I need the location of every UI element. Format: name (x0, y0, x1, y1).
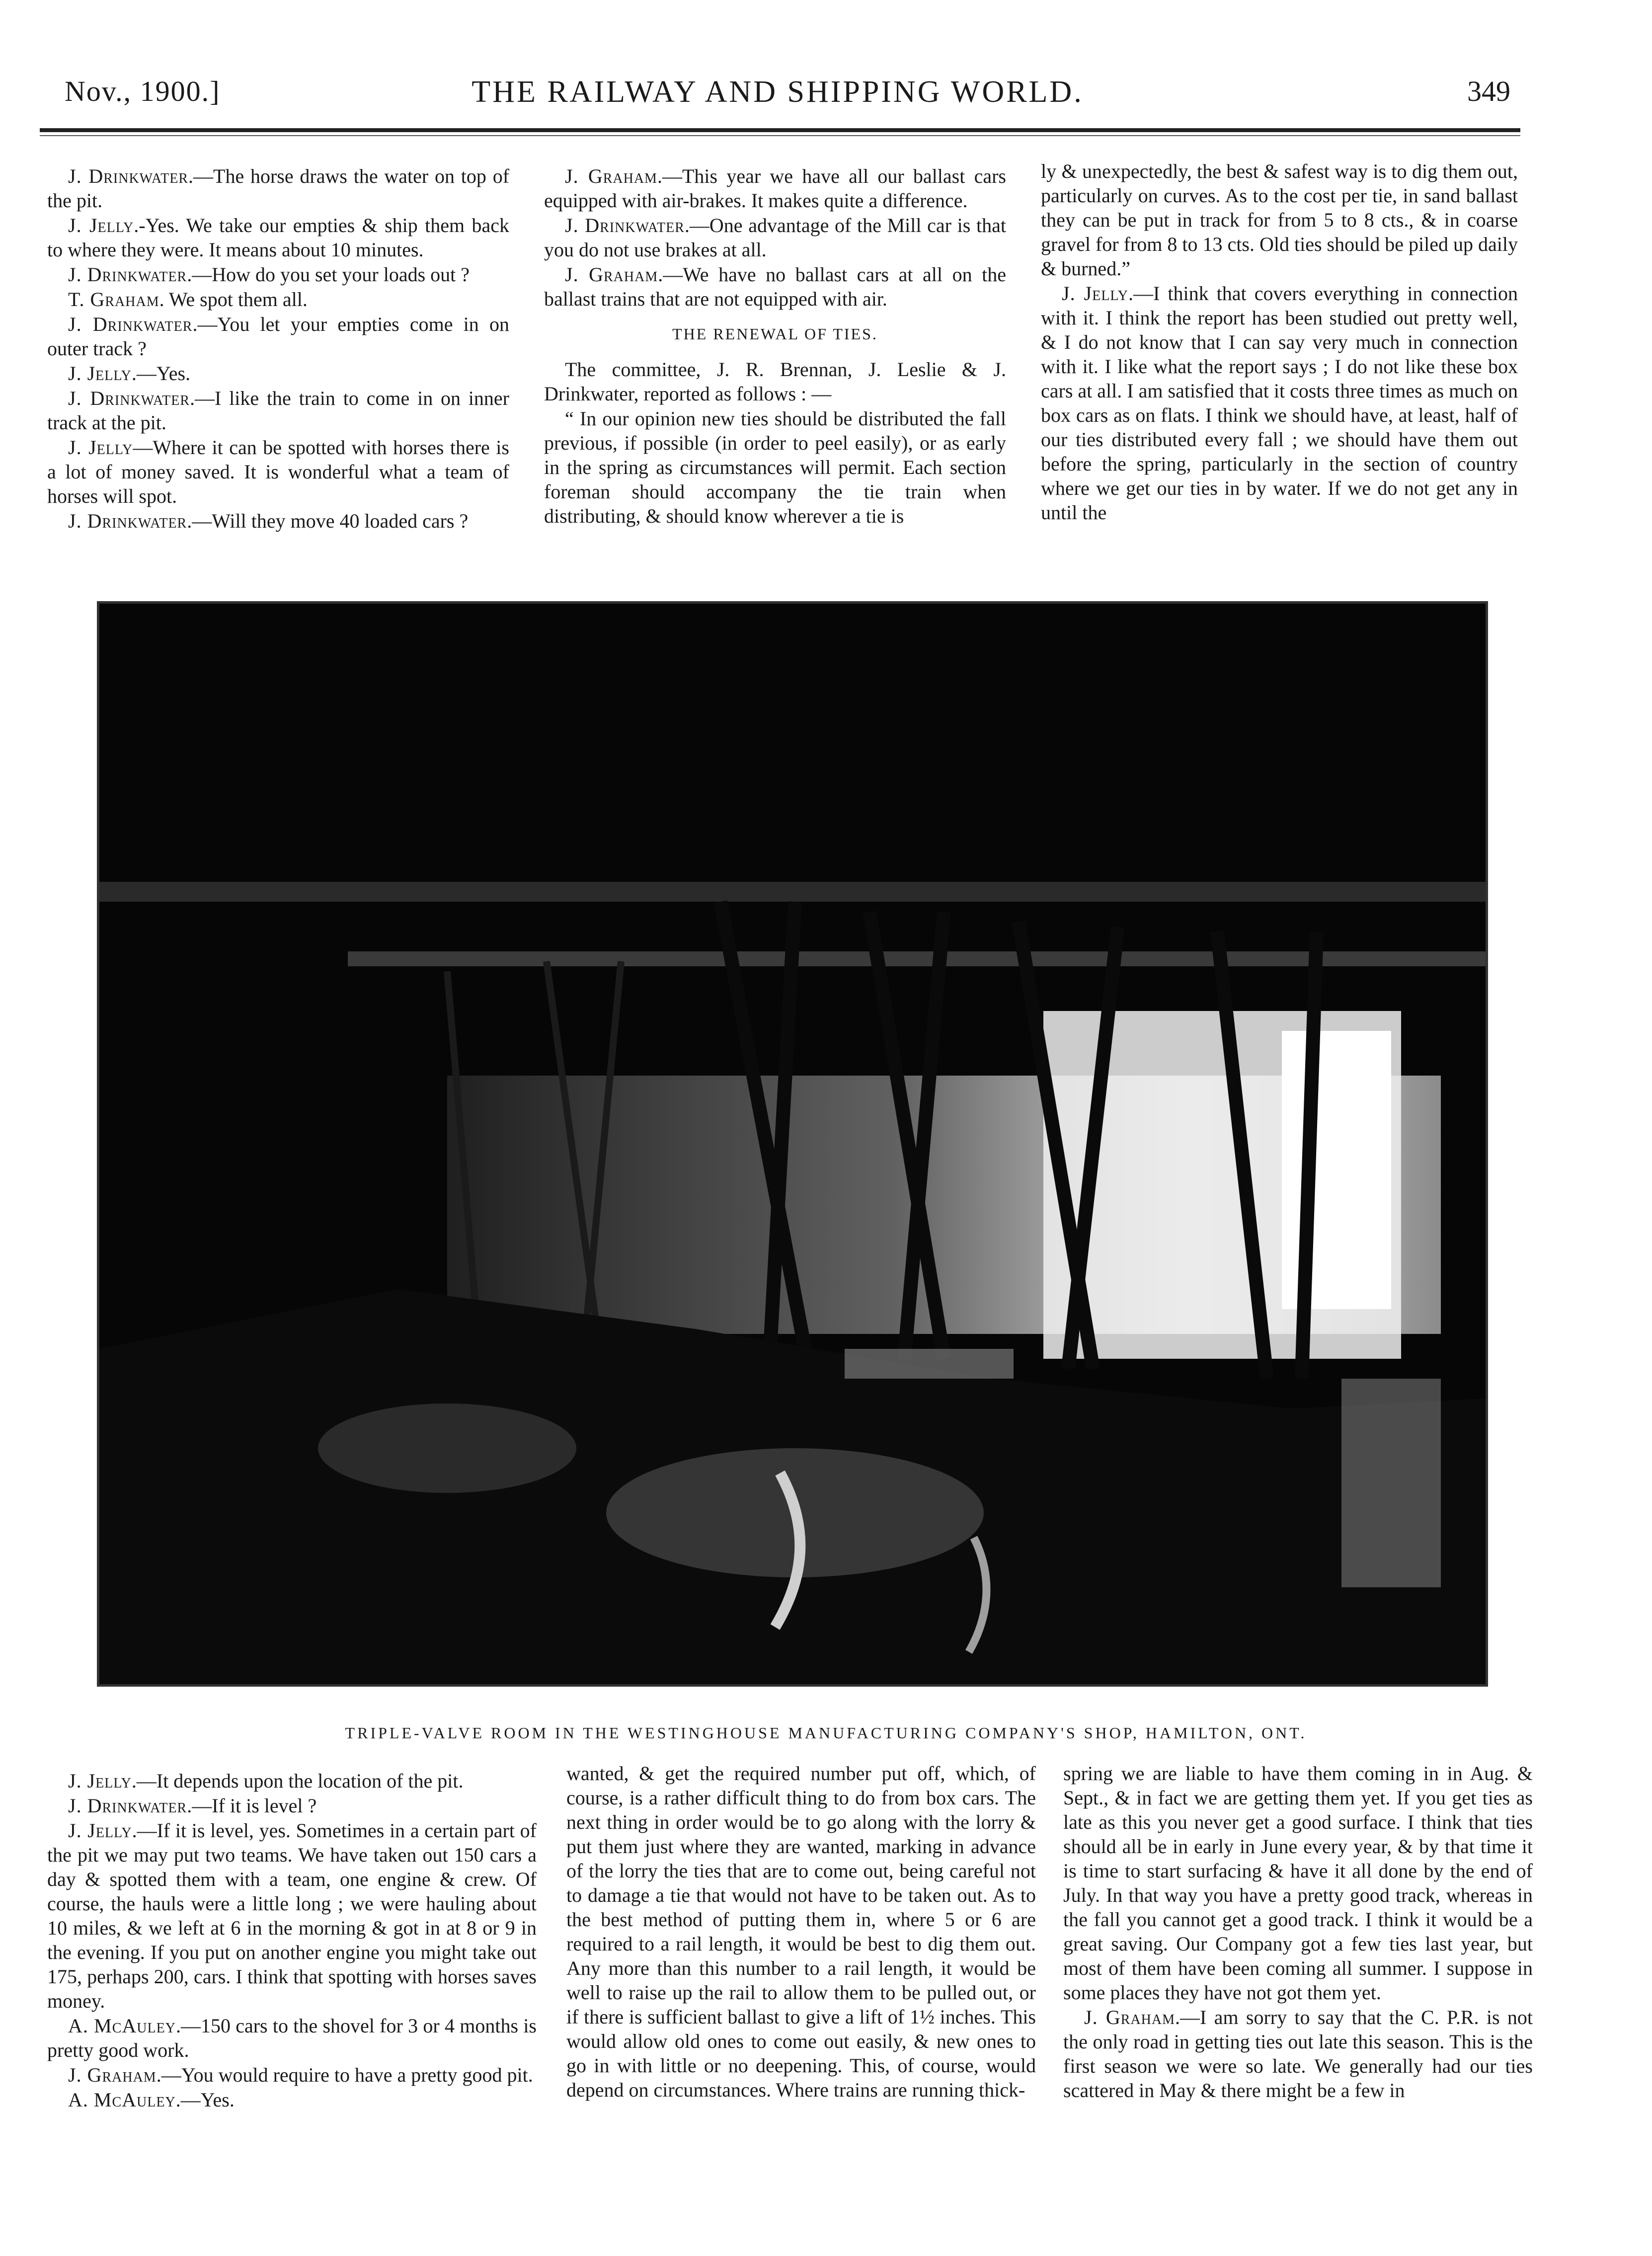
paragraph-text: .—One advantage of the Mill car is that you do not use brakes at all. (544, 214, 1007, 261)
speaker-name: T. Graham (68, 288, 159, 311)
photograph (97, 601, 1488, 1687)
speaker-name: J. Jelly (68, 1819, 132, 1842)
header-rule (40, 128, 1520, 132)
paragraph (47, 386, 509, 435)
text-column-bottom-left (47, 1769, 537, 2112)
speaker-name: J. Graham (68, 2064, 157, 2086)
speaker-name: J. Drinkwater (68, 165, 189, 187)
text-column-top-middle (544, 164, 1006, 529)
paragraph (544, 164, 1006, 213)
paragraph (47, 262, 509, 287)
paragraph-text: .—You would require to have a pretty good pit. (156, 2064, 533, 2086)
paragraph-text: .—I think that covers everything in connection with it. I think the report has been studied out pretty well, & I do not know that I can say very much in connection with it. I like what the report says ; I do not like these box cars at all. I am satisfied that it costs three times as much on box cars as on flats. I think we should have, at least, half of our ties distributed every fall ; we should have them out before the spring, particularly in the section of country where we get our ties in by water. If we do not get any in until the (1041, 282, 1518, 524)
speaker-name: J. Jelly (68, 436, 133, 459)
paragraph-text: .—150 cars to the shovel for 3 or 4 months is pretty good work. (47, 2015, 537, 2061)
speaker-name: J. Jelly (68, 214, 134, 236)
paragraph-text: .—If it is level, yes. Sometimes in a certain part of the pit we may put two teams. We have taken out 150 cars a day & spotted them with a team, one engine & crew. Of course, the hauls were a little long ; we were hauling about 10 miles, & we left at 6 in the morning & got in at 8 or 9 in the evening. If you put on another engine you might take out 175, perhaps 200, cars. I think that spotting with horses saves money. (47, 1819, 537, 2012)
paragraph-text: The committee, J. R. Brennan, J. Leslie & J. Drinkwater, reported as follows : — (544, 358, 1006, 405)
paragraph-text: .—It depends upon the location of the pit. (131, 1770, 464, 1792)
paragraph-text: wanted, & get the required number put off, which, of course, is a rather difficult thing to do from box cars. The next thing in order would be to go along with the lorry & put them just where they are wanted, marking in advance of the lorry the ties that are to come out, being careful not to damage a tie that would not have to be taken out. As to the best method of putting them in, where 5 or 6 are required to a rail length, it would be best to dig them out. Any more than this number to a rail length, it would be well to raise up the rail to allow them to be pulled out, or if there is sufficient ballast to give a lift of 1½ inches. This would allow old ones to come out easily, & new ones to go in with little or no deepening. This, of course, would depend on circumstances. Where trains are running thick- (566, 1762, 1036, 2101)
paragraph (544, 357, 1006, 406)
paragraph-text: .—We have no ballast cars at all on the ballast trains that are not equipped with air. (544, 263, 1007, 310)
paragraph (47, 164, 509, 213)
paragraph (1063, 1761, 1533, 2005)
paragraph (1041, 159, 1518, 281)
text-column-bottom-middle (566, 1761, 1036, 2102)
journal-title: THE RAILWAY AND SHIPPING WORLD. (472, 75, 1084, 109)
paragraph (1041, 281, 1518, 525)
paragraph (47, 435, 509, 508)
paragraph (47, 2088, 537, 2112)
paragraph-text: .—I am sorry to say that the C. P.R. is not the only road in getting ties out late this season. This is the first season we were so late. We generally had our ties scattered in May & there might be a few in (1063, 2006, 1533, 2101)
paragraph-text: .—If it is level ? (187, 1794, 317, 1817)
photo-caption: TRIPLE-VALVE ROOM IN THE WESTINGHOUSE MANUFACTURING COMPANY'S SHOP, HAMILTON, ONT. (345, 1724, 1307, 1742)
factory-photo-image (99, 604, 1486, 1684)
text-column-bottom-right (1063, 1761, 1533, 2103)
speaker-name: J. Drinkwater (68, 263, 187, 286)
paragraph-text: .—This year we have all our ballast cars equipped with air-brakes. It makes quite a difference. (544, 165, 1006, 212)
speaker-name: J. Graham (565, 165, 657, 187)
paragraph-text: .—How do you set your loads out ? (187, 263, 470, 286)
paragraph-text: .—The horse draws the water on top of the pit. (47, 165, 510, 212)
speaker-name: J. Jelly (68, 362, 132, 385)
paragraph (47, 287, 509, 311)
paragraph (47, 312, 509, 361)
paragraph-text: .—Will they move 40 loaded cars ? (187, 510, 469, 532)
paragraph-text: .-Yes. We take our empties & ship them back to where they were. It means about 10 minutes. (47, 214, 509, 261)
paragraph (47, 2014, 537, 2062)
header-rule-thin (40, 135, 1520, 136)
paragraph (544, 213, 1006, 262)
paragraph-text: “ In our opinion new ties should be distributed the fall previous, if possible (in order to peel easily), or as early in the spring as circumstances will permit. Each section foreman should accompany the tie train when distributing, & should know wherever a tie is (544, 407, 1006, 527)
paragraph (544, 406, 1006, 528)
paragraph-text: .—Yes. (131, 362, 191, 385)
speaker-name: J. Jelly (68, 1770, 132, 1792)
paragraph-text: —Where it can be spotted with horses there is a lot of money saved. It is wonderful what a team of horses will spot. (47, 436, 509, 507)
speaker-name: J. Graham (1084, 2006, 1176, 2028)
page-number: 349 (1467, 75, 1510, 107)
paragraph-text: .—I like the train to come in on inner track at the pit. (47, 387, 509, 434)
speaker-name: J. Graham (565, 263, 658, 286)
text-column-top-right (1041, 159, 1518, 525)
speaker-name: A. McAuley (68, 2089, 176, 2111)
text-column-top-left (47, 164, 509, 534)
paragraph (544, 262, 1006, 311)
paragraph-text: ly & unexpectedly, the best & safest way is to dig them out, particularly on curves. As to the cost per tie, in sand ballast they can be put in track for from 5 to 8 cts., & in coarse gravel for from 8 to 13 cts. Old ties should be piled up daily & burned.” (1041, 160, 1518, 280)
paragraph-text: .—Yes. (175, 2089, 235, 2111)
paragraph (47, 1769, 537, 1793)
paragraph (47, 509, 509, 533)
speaker-name: J. Drinkwater (565, 214, 685, 236)
section-heading: THE RENEWAL OF TIES. (672, 325, 878, 343)
paragraph-text: . We spot them all. (159, 288, 308, 311)
paragraph (47, 1793, 537, 1818)
speaker-name: J. Drinkwater (68, 1794, 187, 1817)
paragraph (47, 361, 509, 386)
paragraph (1063, 2005, 1533, 2102)
issue-date: Nov., 1900.] (65, 75, 221, 107)
speaker-name: J. Jelly (1062, 282, 1128, 305)
paragraph-text: spring we are liable to have them coming in in Aug. & Sept., & in fact we are getting them yet. If you get ties as late as this you never get a good surface. I think that ties should all be in early in June every year, & by that time it is time to start surfacing & have it all done by the end of July. In that way you have a pretty good track, whereas in the fall you cannot get a good track. I think it would be a great saving. Our Company got a few ties last year, but most of them have been coming all summer. I suppose in some places they have not got them yet. (1063, 1762, 1533, 2004)
speaker-name: J. Drinkwater (68, 313, 193, 335)
paragraph-text: .—You let your empties come in on outer track ? (47, 313, 510, 360)
speaker-name: J. Drinkwater (68, 387, 190, 409)
speaker-name: J. Drinkwater (68, 510, 187, 532)
paragraph (47, 213, 509, 262)
paragraph (47, 2063, 537, 2087)
paragraph (566, 1761, 1036, 2102)
speaker-name: A. McAuley (68, 2015, 176, 2037)
paragraph (47, 1818, 537, 2013)
